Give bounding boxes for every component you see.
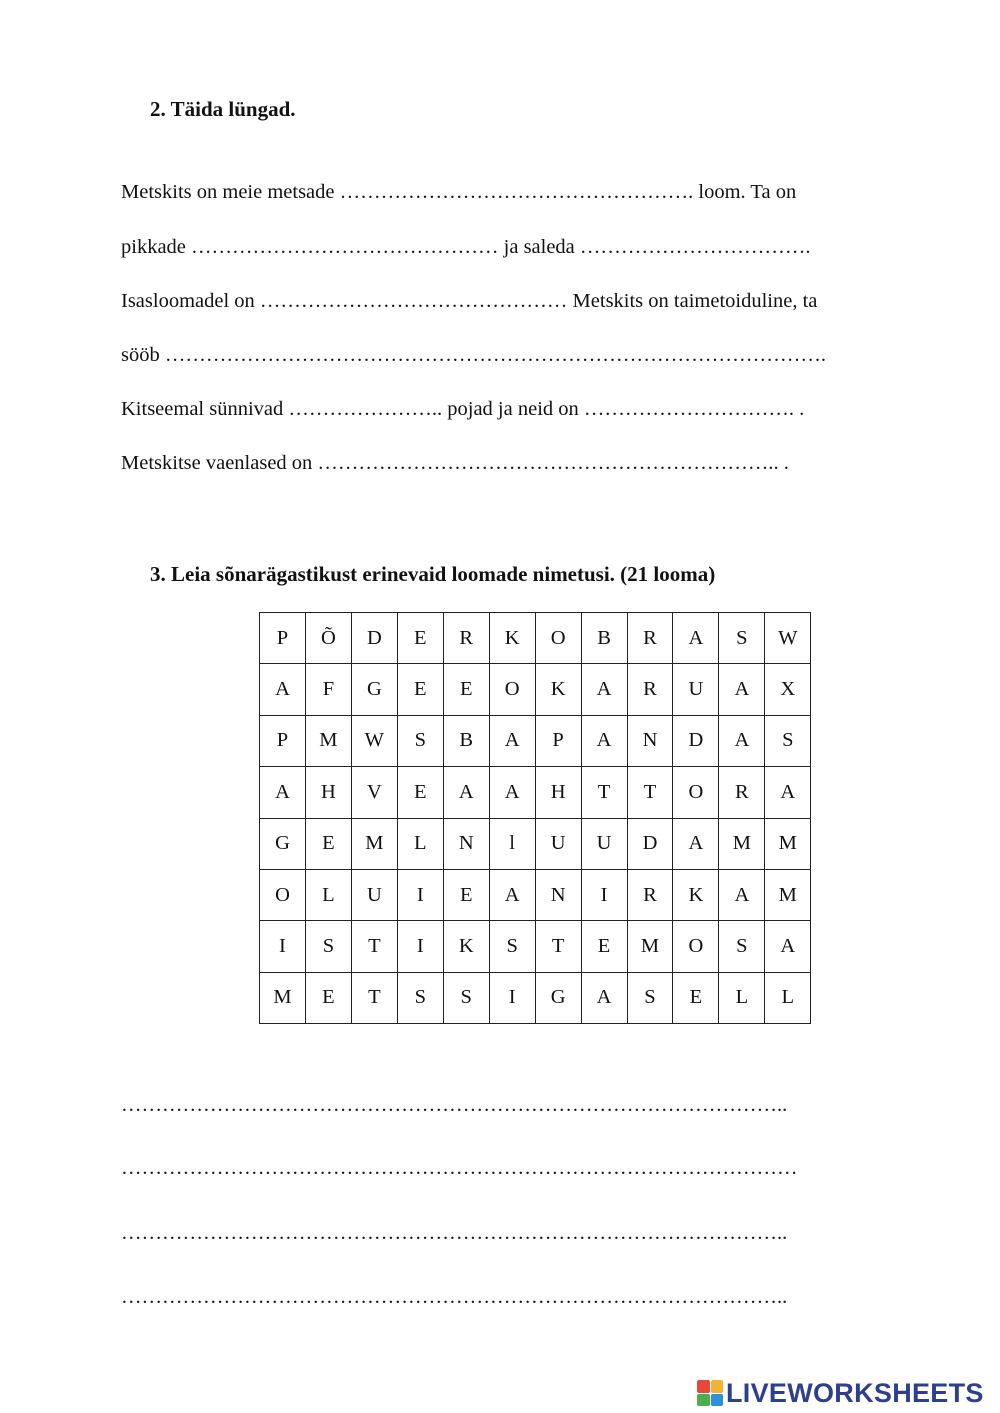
grid-cell: I xyxy=(581,869,627,920)
grid-cell: O xyxy=(673,921,719,972)
grid-cell: A xyxy=(489,715,535,766)
grid-cell: B xyxy=(443,715,489,766)
grid-cell: A xyxy=(719,715,765,766)
grid-row xyxy=(260,972,811,1023)
grid-row xyxy=(260,767,811,818)
grid-cell: R xyxy=(443,613,489,664)
grid-cell: D xyxy=(351,613,397,664)
grid-cell: M xyxy=(260,972,306,1023)
word-search-grid xyxy=(259,612,811,1024)
grid-cell: S xyxy=(719,613,765,664)
grid-cell: E xyxy=(443,869,489,920)
grid-cell: S xyxy=(719,921,765,972)
logo-text: LIVEWORKSHEETS xyxy=(726,1377,984,1408)
grid-cell: T xyxy=(535,921,581,972)
grid-cell: N xyxy=(535,869,581,920)
grid-cell: E xyxy=(581,921,627,972)
grid-cell: K xyxy=(535,664,581,715)
grid-cell: I xyxy=(489,972,535,1023)
grid-cell: B xyxy=(581,613,627,664)
grid-cell: A xyxy=(673,613,719,664)
grid-cell: A xyxy=(765,767,811,818)
grid-row xyxy=(260,664,811,715)
grid-cell: U xyxy=(581,818,627,869)
grid-cell: K xyxy=(443,921,489,972)
answer-line-2: ……………………………………………………………………………………… xyxy=(121,1157,798,1179)
grid-cell: H xyxy=(305,767,351,818)
grid-cell: E xyxy=(305,818,351,869)
grid-cell: O xyxy=(489,664,535,715)
grid-cell: U xyxy=(351,869,397,920)
grid-cell: E xyxy=(397,613,443,664)
grid-row xyxy=(260,715,811,766)
grid-cell: L xyxy=(765,972,811,1023)
grid-cell: A xyxy=(581,972,627,1023)
fill-in-line-3: Isasloomadel on ……………………………………… Metskits on taimetoiduline, ta xyxy=(121,290,818,312)
grid-cell: T xyxy=(351,921,397,972)
grid-cell: A xyxy=(581,715,627,766)
grid-cell: M xyxy=(765,869,811,920)
grid-cell: S xyxy=(397,715,443,766)
fill-in-line-5: Kitseemal sünnivad ………………….. pojad ja neid on …………………………. . xyxy=(121,398,805,420)
grid-cell: S xyxy=(765,715,811,766)
grid-cell: T xyxy=(351,972,397,1023)
grid-cell: P xyxy=(535,715,581,766)
grid-cell: U xyxy=(535,818,581,869)
grid-cell: A xyxy=(260,767,306,818)
grid-cell: G xyxy=(260,818,306,869)
grid-cell: Õ xyxy=(305,613,351,664)
grid-cell: P xyxy=(260,613,306,664)
grid-cell: S xyxy=(305,921,351,972)
grid-cell: D xyxy=(627,818,673,869)
grid-cell: V xyxy=(351,767,397,818)
answer-line-3: …………………………………………………………………………………….. xyxy=(121,1222,788,1244)
grid-cell: M xyxy=(765,818,811,869)
grid-cell: L xyxy=(719,972,765,1023)
grid-cell: S xyxy=(397,972,443,1023)
grid-cell: O xyxy=(535,613,581,664)
fill-in-line-2: pikkade ……………………………………… ja saleda ……………………………. xyxy=(121,236,811,258)
grid-cell: R xyxy=(719,767,765,818)
grid-cell: R xyxy=(627,664,673,715)
grid-cell: P xyxy=(260,715,306,766)
grid-cell: A xyxy=(719,664,765,715)
grid-cell: I xyxy=(260,921,306,972)
grid-row xyxy=(260,613,811,664)
grid-cell: A xyxy=(489,869,535,920)
grid-cell: A xyxy=(260,664,306,715)
grid-cell: A xyxy=(443,767,489,818)
grid-cell: M xyxy=(351,818,397,869)
grid-cell: S xyxy=(489,921,535,972)
grid-cell: O xyxy=(260,869,306,920)
grid-cell: A xyxy=(581,664,627,715)
grid-cell: A xyxy=(765,921,811,972)
answer-line-4: …………………………………………………………………………………….. xyxy=(121,1286,788,1308)
grid-cell: L xyxy=(305,869,351,920)
grid-cell: S xyxy=(627,972,673,1023)
grid-cell: A xyxy=(673,818,719,869)
logo-mark-icon xyxy=(697,1380,723,1406)
grid-cell: K xyxy=(489,613,535,664)
grid-cell: I xyxy=(397,921,443,972)
grid-cell: D xyxy=(673,715,719,766)
fill-in-line-1: Metskits on meie metsade ……………………………………………. loom. Ta on xyxy=(121,181,797,203)
grid-cell: W xyxy=(351,715,397,766)
section-3-heading: 3. Leia sõnarägastikust erinevaid loomade nimetusi. (21 looma) xyxy=(150,562,716,586)
grid-cell: O xyxy=(673,767,719,818)
fill-in-line-6: Metskitse vaenlased on ………………………………………………………….. . xyxy=(121,452,789,474)
grid-cell: A xyxy=(719,869,765,920)
grid-row xyxy=(260,921,811,972)
grid-cell: M xyxy=(719,818,765,869)
grid-cell: G xyxy=(351,664,397,715)
grid-cell: I xyxy=(397,869,443,920)
grid-cell: R xyxy=(627,869,673,920)
grid-cell: A xyxy=(489,767,535,818)
grid-cell: E xyxy=(443,664,489,715)
section-2-heading: 2. Täida lüngad. xyxy=(150,97,296,121)
grid-cell: N xyxy=(627,715,673,766)
grid-cell: M xyxy=(627,921,673,972)
grid-cell: R xyxy=(627,613,673,664)
grid-cell: G xyxy=(535,972,581,1023)
grid-cell: M xyxy=(305,715,351,766)
grid-row xyxy=(260,869,811,920)
liveworksheets-logo xyxy=(697,1376,984,1410)
grid-cell: W xyxy=(765,613,811,664)
grid-cell: E xyxy=(397,767,443,818)
grid-cell: E xyxy=(305,972,351,1023)
grid-cell: F xyxy=(305,664,351,715)
grid-row xyxy=(260,818,811,869)
fill-in-line-4: sööb ……………………………………………………………………………………. xyxy=(121,344,826,366)
grid-cell: H xyxy=(535,767,581,818)
grid-cell: S xyxy=(443,972,489,1023)
grid-cell: X xyxy=(765,664,811,715)
grid-cell: K xyxy=(673,869,719,920)
grid-cell: U xyxy=(673,664,719,715)
grid-cell: N xyxy=(443,818,489,869)
grid-cell: E xyxy=(673,972,719,1023)
grid-cell: T xyxy=(627,767,673,818)
grid-cell: L xyxy=(397,818,443,869)
answer-line-1: …………………………………………………………………………………….. xyxy=(121,1094,788,1116)
grid-cell: l xyxy=(489,818,535,869)
grid-cell: E xyxy=(397,664,443,715)
grid-cell: T xyxy=(581,767,627,818)
